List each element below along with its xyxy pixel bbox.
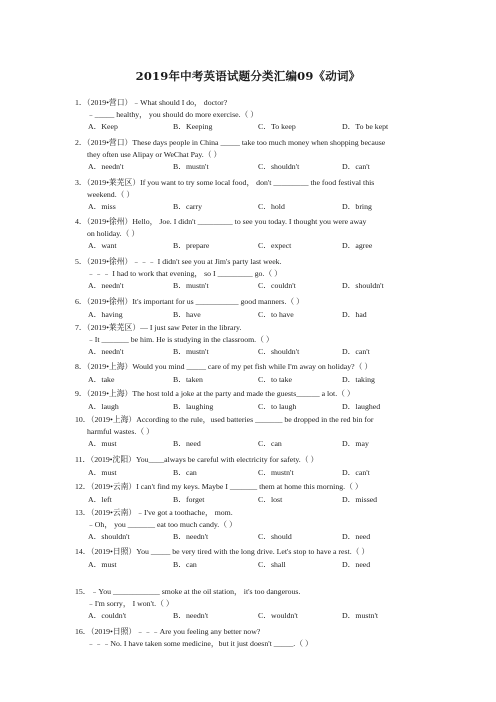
question-number: 11．: [75, 455, 91, 464]
question-source: （2019•云南）: [90, 482, 137, 491]
answer-option: B．need: [173, 439, 201, 448]
answer-option: C．to take: [258, 374, 292, 384]
question-text-continued: weekend.（ ）: [87, 189, 135, 199]
question-source: （2019•莱芜区）: [86, 178, 141, 187]
answer-option: C．to laugh: [258, 401, 297, 411]
answer-option: A．must: [88, 467, 117, 477]
answer-option: D．can't: [342, 467, 370, 477]
question-item: [75, 137, 427, 160]
answer-option: A．left: [88, 494, 112, 504]
question-text-continued: harmful wastes.（ ）: [87, 426, 154, 436]
question-source: （2019•上海）: [86, 362, 133, 371]
question-text-continued: they often use Alipay or WeChat Pay.（ ）: [87, 149, 222, 159]
question-item: [75, 586, 427, 609]
answer-option: A．must: [88, 439, 117, 448]
answer-option: B．can: [173, 467, 197, 477]
answer-option: C．shouldn't: [258, 347, 300, 356]
answer-options: [88, 467, 428, 478]
question-item: [75, 626, 427, 649]
question-source: （2019•云南）: [90, 508, 137, 517]
question-text: According to the rule，used batteries _______ be dropped in the red bin for: [136, 415, 374, 424]
question-number: 7．: [75, 323, 87, 332]
answer-option: D．shouldn't: [342, 281, 384, 290]
question-number: 1．: [75, 98, 87, 107]
answer-option: D．need: [342, 532, 371, 541]
question-text: ﹣﹣﹣ I didn't see you at Jim's party last week.: [132, 257, 282, 266]
answer-option: D．taking: [342, 374, 375, 384]
answer-option: A．take: [88, 374, 115, 384]
answer-option: B．laughing: [173, 401, 214, 411]
question-stem: [75, 322, 427, 334]
answer-option: C．lost: [258, 494, 283, 504]
answer-option: C．shall: [258, 559, 286, 569]
answer-options: [88, 201, 428, 212]
answer-option: A．want: [88, 241, 117, 250]
question-number: 5．: [75, 257, 87, 266]
question-item: [75, 296, 427, 308]
question-stem: [75, 507, 427, 519]
question-text: ﹣What should I do， doctor?: [132, 98, 228, 107]
answer-option: D．agree: [342, 241, 373, 250]
question-text: You _____ be very tired with the long drive. Let's stop to have a rest.（ ）: [136, 547, 370, 556]
answer-option: B．Keeping: [173, 122, 213, 131]
question-source: （2019•上海）: [86, 389, 133, 398]
question-item: [75, 322, 427, 345]
question-number: 12．: [75, 482, 91, 491]
answer-option: C．to have: [258, 309, 294, 319]
answer-options: [88, 401, 428, 412]
answer-option: C．mustn't: [258, 467, 294, 477]
question-source: （2019•徐州）: [86, 297, 133, 306]
question-item: [75, 454, 427, 466]
question-item: [75, 507, 427, 530]
answer-option: C．To keep: [258, 122, 296, 131]
question-text-continued: ﹣It _______ be him. He is studying in the classroom.（ ）: [87, 334, 274, 344]
question-text-continued: ﹣_____ healthy， you should do more exercise.（ ）: [87, 109, 259, 119]
question-item: [75, 216, 427, 239]
answer-option: B．needn't: [173, 532, 209, 541]
answer-option: C．shouldn't: [258, 162, 300, 171]
answer-option: B．needn't: [173, 611, 209, 620]
question-text: — I just saw Peter in the library.: [140, 323, 242, 332]
answer-option: D．To be kept: [342, 122, 389, 131]
question-stem: [75, 414, 427, 426]
question-text-continued: on holiday.（ ）: [87, 228, 140, 238]
question-stem: [75, 454, 427, 466]
question-number: 13．: [75, 508, 91, 517]
question-text: It's important for us ___________ good manners.（ ）: [132, 297, 304, 306]
answer-option: A．needn't: [88, 281, 124, 290]
answer-option: C．should: [258, 532, 292, 541]
question-text: These days people in China _____ take too much money when shopping because: [132, 138, 386, 147]
answer-option: D．need: [342, 559, 371, 569]
question-item: [75, 256, 427, 279]
answer-option: A．couldn't: [88, 611, 127, 620]
answer-option: B．prepare: [173, 241, 210, 250]
question-source: （2019•日照）: [90, 547, 137, 556]
question-text: I can't find my keys. Maybe I _______ them at home this morning.（ ）: [136, 482, 363, 491]
answer-option: B．forget: [173, 494, 205, 504]
question-number: 10．: [75, 415, 91, 424]
answer-option: B．mustn't: [173, 281, 209, 290]
question-number: 6．: [75, 297, 87, 306]
question-stem: [75, 481, 427, 493]
answer-options: [88, 121, 428, 132]
answer-options: [88, 280, 428, 291]
question-stem: [75, 296, 427, 308]
answer-option: B．mustn't: [173, 162, 209, 171]
answer-option: D．can't: [342, 162, 370, 171]
answer-option: D．may: [342, 439, 369, 448]
answer-option: D．mustn't: [342, 611, 379, 620]
question-text: ﹣﹣﹣Are you feeling any better now?: [136, 627, 261, 636]
question-stem: [75, 361, 427, 373]
answer-options: [88, 559, 428, 570]
question-item: [75, 177, 427, 200]
answer-option: B．carry: [173, 202, 203, 211]
question-stem: [75, 626, 427, 638]
question-source: （2019•日照）: [90, 627, 137, 636]
question-number: 9．: [75, 389, 87, 398]
question-text: The host told a joke at the party and made the guests______ a lot.（ ）: [132, 389, 355, 398]
question-text: Would you mind _____ care of my pet fish while I'm away on holiday?（ ）: [132, 362, 373, 371]
answer-option: A．miss: [88, 202, 116, 211]
answer-option: C．wouldn't: [258, 611, 298, 620]
answer-option: D．can't: [342, 347, 370, 356]
question-stem: [75, 216, 427, 228]
answer-option: A．needn't: [88, 347, 124, 356]
answer-option: C．can: [258, 439, 282, 448]
answer-options: [88, 346, 428, 357]
question-number: 8．: [75, 362, 87, 371]
answer-options: [88, 161, 428, 172]
answer-option: B．mustn't: [173, 347, 209, 356]
answer-options: [88, 531, 428, 542]
question-item: [75, 361, 427, 373]
question-text-continued: ﹣I'm sorry， I won't.（ ）: [87, 598, 174, 608]
question-text: Hello， Joe. I didn't _________ to see you today. I thought you were away: [132, 217, 367, 226]
answer-options: [88, 610, 428, 621]
question-source: （2019•沈阳）: [90, 455, 136, 464]
answer-option: A．needn't: [88, 162, 124, 171]
answer-options: [88, 374, 428, 385]
answer-option: C．expect: [258, 241, 292, 250]
question-source: （2019•营口）: [86, 138, 133, 147]
question-item: [75, 414, 427, 437]
question-number: 3．: [75, 178, 87, 187]
question-source: （2019•徐州）: [86, 217, 133, 226]
document-title: 2019年中考英语试题分类汇编09《动词》: [135, 69, 361, 83]
question-source: （2019•莱芜区）: [86, 323, 141, 332]
question-item: [75, 481, 427, 493]
answer-option: D．missed: [342, 494, 378, 504]
answer-option: D．laughed: [342, 401, 381, 411]
answer-option: D．had: [342, 309, 367, 319]
question-item: [75, 388, 427, 400]
question-text: ﹣You ____________ smoke at the oil station， it's too dangerous.: [90, 587, 301, 596]
answer-option: A．laugh: [88, 401, 119, 411]
question-text-continued: ﹣﹣﹣ I had to work that evening， so I _________ go.（ ）: [87, 268, 282, 278]
answer-options: [88, 494, 428, 505]
question-stem: [75, 137, 427, 149]
question-number: 16．: [75, 627, 91, 636]
answer-option: A．shouldn't: [88, 532, 130, 541]
answer-options: [88, 438, 428, 449]
answer-option: B．can: [173, 559, 197, 569]
question-text: You____always be careful with electricity for safety.（ ）: [135, 455, 319, 464]
question-stem: [75, 388, 427, 400]
answer-options: [88, 309, 428, 320]
answer-options: [88, 240, 428, 251]
question-text-continued: ﹣﹣﹣No. I have taken some medicine，but it just doesn't _____.（ ）: [87, 638, 313, 648]
answer-option: C．couldn't: [258, 281, 296, 290]
answer-option: B．have: [173, 309, 201, 319]
question-stem: [75, 546, 427, 558]
answer-option: A．must: [88, 559, 117, 569]
answer-option: B．taken: [173, 374, 203, 384]
answer-option: A．having: [88, 309, 123, 319]
question-text: ﹣I've got a toothache， mom.: [136, 508, 233, 517]
question-item: [75, 97, 427, 120]
question-number: 4．: [75, 217, 87, 226]
question-stem: [75, 256, 427, 268]
question-stem: [75, 177, 427, 189]
question-stem: [75, 586, 427, 598]
question-number: 14．: [75, 547, 91, 556]
question-source: （2019•上海）: [90, 415, 137, 424]
answer-option: A．Keep: [88, 122, 118, 131]
question-source: （2019•徐州）: [86, 257, 133, 266]
question-stem: [75, 97, 427, 109]
question-text-continued: ﹣Oh， you _______ eat too much candy.（ ）: [87, 519, 237, 529]
question-number: 15．: [75, 587, 91, 596]
answer-option: C．hold: [258, 202, 285, 211]
question-text: If you want to try some local food， don't _________ the food festival this: [140, 178, 375, 187]
question-number: 2．: [75, 138, 87, 147]
question-source: （2019•营口）: [86, 98, 133, 107]
question-item: [75, 546, 427, 558]
answer-option: D．bring: [342, 202, 372, 211]
